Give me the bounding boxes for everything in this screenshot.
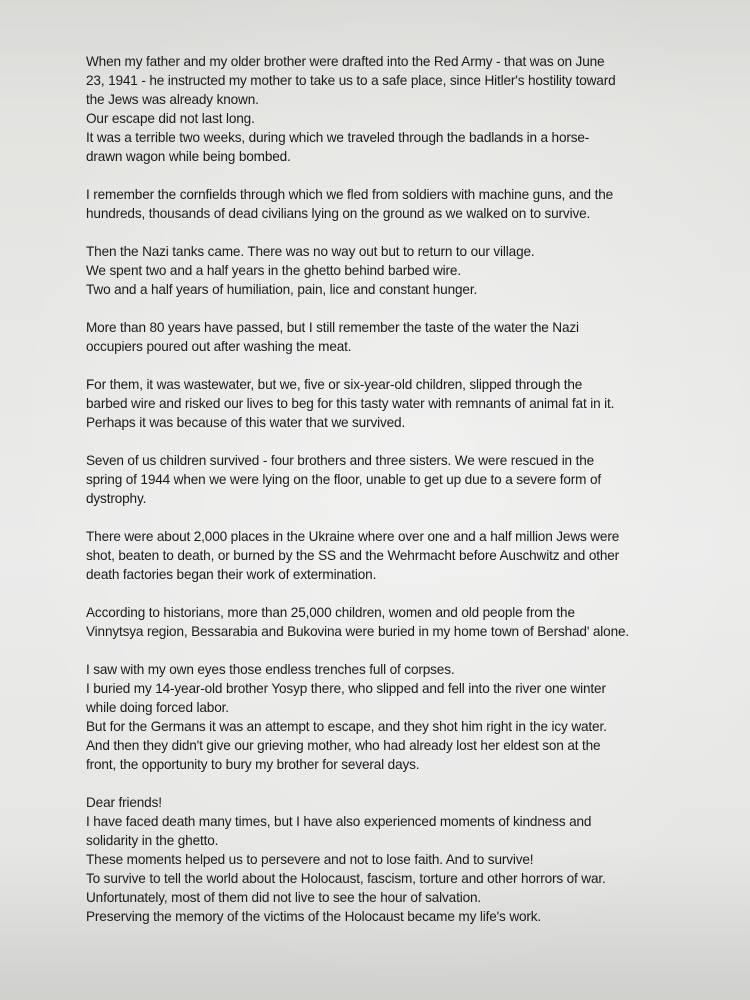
paragraph (86, 52, 696, 166)
text-line: while doing forced labor. (86, 700, 229, 715)
paragraph (86, 185, 696, 223)
text-line: Our escape did not last long. (86, 111, 255, 126)
paragraph (86, 527, 696, 584)
text-line: It was a terrible two weeks, during which we traveled through the badlands in a horse- (86, 130, 590, 145)
document-body (86, 52, 696, 945)
paragraph (86, 375, 696, 432)
text-line: Preserving the memory of the victims of the Holocaust became my life's work. (86, 909, 542, 924)
text-line: solidarity in the ghetto. (86, 833, 219, 848)
paragraph (86, 793, 696, 926)
text-line: Vinnytsya region, Bessarabia and Bukovina were buried in my home town of Bershad' alone. (86, 624, 630, 639)
text-line: More than 80 years have passed, but I still remember the taste of the water the Nazi (86, 320, 579, 335)
text-line: According to historians, more than 25,000 children, women and old people from the (86, 605, 575, 620)
text-line: the Jews was already known. (86, 92, 259, 107)
text-line: I remember the cornfields through which we fled from soldiers with machine guns, and the (86, 187, 614, 202)
text-line: We spent two and a half years in the ghetto behind barbed wire. (86, 263, 461, 278)
text-line: There were about 2,000 places in the Ukraine where over one and a half million Jews were (86, 529, 620, 544)
text-line: spring of 1944 when we were lying on the floor, unable to get up due to a severe form of (86, 472, 602, 487)
text-line: Unfortunately, most of them did not live to see the hour of salvation. (86, 890, 482, 905)
text-line: I buried my 14-year-old brother Yosyp there, who slipped and fell into the river one winter (86, 681, 606, 696)
text-line: barbed wire and risked our lives to beg for this tasty water with remnants of animal fat in it. (86, 396, 615, 411)
text-line: To survive to tell the world about the Holocaust, fascism, torture and other horrors of war. (86, 871, 606, 886)
text-line: But for the Germans it was an attempt to escape, and they shot him right in the icy water. (86, 719, 607, 734)
paragraph (86, 603, 696, 641)
text-line: And then they didn't give our grieving mother, who had already lost her eldest son at the (86, 738, 601, 753)
text-line: dystrophy. (86, 491, 147, 506)
text-line: For them, it was wastewater, but we, five or six-year-old children, slipped through the (86, 377, 583, 392)
paragraph (86, 451, 696, 508)
text-line: Seven of us children survived - four brothers and three sisters. We were rescued in the (86, 453, 595, 468)
text-line: Two and a half years of humiliation, pain, lice and constant hunger. (86, 282, 478, 297)
text-line: Dear friends! (86, 795, 162, 810)
text-line: These moments helped us to persevere and not to lose faith. And to survive! (86, 852, 534, 867)
text-line: shot, beaten to death, or burned by the SS and the Wehrmacht before Auschwitz and other (86, 548, 620, 563)
text-line: 23, 1941 - he instructed my mother to take us to a safe place, since Hitler's hostility toward (86, 73, 616, 88)
text-line: I have faced death many times, but I have also experienced moments of kindness and (86, 814, 592, 829)
paragraph (86, 318, 696, 356)
text-line: drawn wagon while being bombed. (86, 149, 291, 164)
text-line: When my father and my older brother were drafted into the Red Army - that was on June (86, 54, 605, 69)
text-line: front, the opportunity to bury my brother for several days. (86, 757, 420, 772)
paragraph (86, 242, 696, 299)
text-line: hundreds, thousands of dead civilians lying on the ground as we walked on to survive. (86, 206, 591, 221)
text-line: occupiers poured out after washing the meat. (86, 339, 352, 354)
text-line: Perhaps it was because of this water that we survived. (86, 415, 406, 430)
text-line: I saw with my own eyes those endless trenches full of corpses. (86, 662, 455, 677)
text-line: Then the Nazi tanks came. There was no way out but to return to our village. (86, 244, 535, 259)
text-line: death factories began their work of extermination. (86, 567, 377, 582)
paragraph (86, 660, 696, 774)
